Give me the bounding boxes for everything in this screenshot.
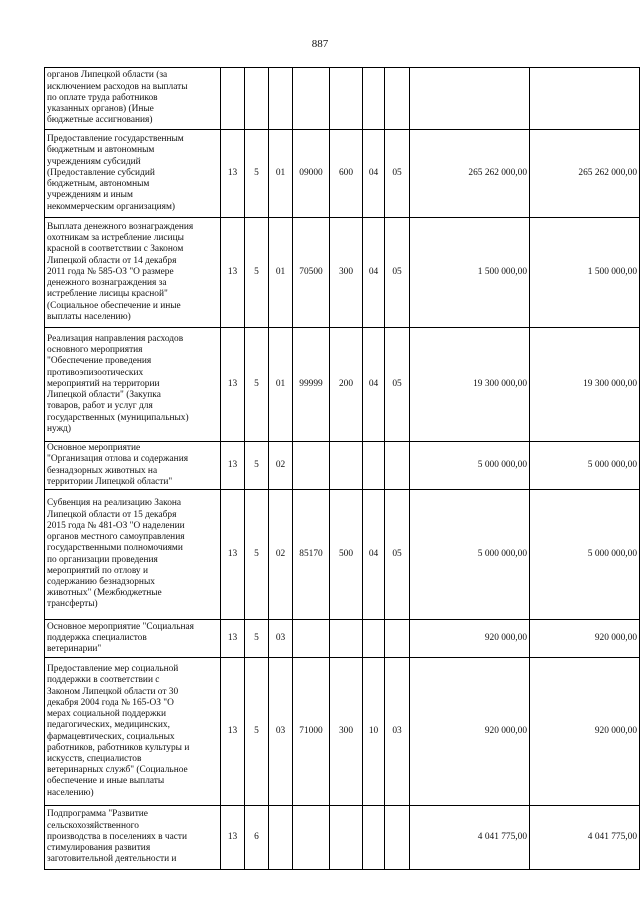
code-subsection — [385, 68, 410, 130]
row-name: Предоставление государственным бюджетным и автономным учреждениям субсидий (Предоставление субсидий бюджетным, автономным учреждениям и иным некоммерческим организациям) — [45, 130, 221, 218]
code-direction: 71000 — [293, 658, 330, 806]
amount-total: 5 000 000,00 — [530, 442, 640, 490]
code-expense-type: 300 — [330, 658, 363, 806]
code-event: 03 — [269, 658, 293, 806]
code-subsection — [385, 806, 410, 870]
amount-plan: 5 000 000,00 — [410, 442, 530, 490]
code-event — [269, 68, 293, 130]
row-name: Выплата денежного вознаграждения охотникам за истребление лисицы красной в соответствии с Законом Липецкой области от 14 декабря 2011 года № 585-ОЗ "О размере денежного вознаграждения за истребление лисицы красной" (Социальное обеспечение и иные выплаты населению) — [45, 218, 221, 328]
code-gov: 13 — [221, 130, 245, 218]
code-gov: 13 — [221, 658, 245, 806]
code-subsection: 05 — [385, 218, 410, 328]
code-section — [363, 806, 385, 870]
table-row — [45, 658, 640, 806]
code-expense-type: 500 — [330, 490, 363, 620]
amount-total: 1 500 000,00 — [530, 218, 640, 328]
code-section — [363, 68, 385, 130]
code-direction: 99999 — [293, 328, 330, 442]
code-subsection: 05 — [385, 130, 410, 218]
code-program: 5 — [245, 130, 269, 218]
amount-plan: 5 000 000,00 — [410, 490, 530, 620]
row-name: Субвенция на реализацию Закона Липецкой области от 15 декабря 2015 года № 481-ОЗ "О наделении органов местного самоуправления государственными полномочиями по организации проведения мероприятий по отлову и содержанию безнадзорных животных" (Межбюджетные трансферты) — [45, 490, 221, 620]
code-direction: 85170 — [293, 490, 330, 620]
code-subsection: 05 — [385, 328, 410, 442]
code-direction — [293, 68, 330, 130]
code-gov: 13 — [221, 328, 245, 442]
row-name: Реализация направления расходов основного мероприятия "Обеспечение проведения противоэпизоотических мероприятий на территории Липецкой области" (Закупка товаров, работ и услуг для государственных (муниципальных) нужд) — [45, 328, 221, 442]
code-expense-type: 200 — [330, 328, 363, 442]
table-row — [45, 442, 640, 490]
amount-total: 265 262 000,00 — [530, 130, 640, 218]
amount-plan: 1 500 000,00 — [410, 218, 530, 328]
amount-total: 19 300 000,00 — [530, 328, 640, 442]
amount-plan: 920 000,00 — [410, 658, 530, 806]
code-direction: 09000 — [293, 130, 330, 218]
code-event: 03 — [269, 620, 293, 658]
amount-plan: 4 041 775,00 — [410, 806, 530, 870]
amount-total — [530, 68, 640, 130]
code-subsection — [385, 442, 410, 490]
code-section: 04 — [363, 218, 385, 328]
table-row — [45, 130, 640, 218]
amount-plan: 920 000,00 — [410, 620, 530, 658]
code-section: 10 — [363, 658, 385, 806]
code-subsection: 05 — [385, 490, 410, 620]
code-program: 5 — [245, 490, 269, 620]
code-program: 5 — [245, 218, 269, 328]
code-event — [269, 806, 293, 870]
code-event: 02 — [269, 490, 293, 620]
code-expense-type — [330, 68, 363, 130]
row-name: Предоставление мер социальной поддержки в соответствии с Законом Липецкой области от 30 декабря 2004 года № 165-ОЗ "О мерах социальной поддержки педагогических, медицинских, фармацевтических, социальных работников, работников культуры и искусств, специалистов ветеринарных служб" (Социальное обеспечение и иные выплаты населению) — [45, 658, 221, 806]
code-expense-type — [330, 620, 363, 658]
code-event: 02 — [269, 442, 293, 490]
table-row — [45, 218, 640, 328]
code-gov: 13 — [221, 490, 245, 620]
table-row — [45, 68, 640, 130]
code-expense-type — [330, 442, 363, 490]
table-row — [45, 328, 640, 442]
code-section — [363, 442, 385, 490]
row-name: органов Липецкой области (за исключением расходов на выплаты по оплате труда работников указанных органов) (Иные бюджетные ассигнования) — [45, 68, 221, 130]
page-number: 887 — [311, 38, 329, 50]
amount-plan — [410, 68, 530, 130]
code-program: 5 — [245, 620, 269, 658]
code-direction — [293, 620, 330, 658]
amount-total: 5 000 000,00 — [530, 490, 640, 620]
code-program — [245, 68, 269, 130]
code-direction — [293, 442, 330, 490]
row-name: Подпрограмма "Развитие сельскохозяйственного производства в поселениях в части стимулирования развития заготовительной деятельности и — [45, 806, 221, 870]
code-program: 5 — [245, 442, 269, 490]
code-gov — [221, 68, 245, 130]
table-row — [45, 806, 640, 870]
code-direction: 70500 — [293, 218, 330, 328]
code-gov: 13 — [221, 442, 245, 490]
code-section: 04 — [363, 328, 385, 442]
code-section — [363, 620, 385, 658]
amount-plan: 265 262 000,00 — [410, 130, 530, 218]
amount-total: 920 000,00 — [530, 620, 640, 658]
code-gov: 13 — [221, 806, 245, 870]
code-program: 5 — [245, 658, 269, 806]
budget-table — [44, 67, 640, 870]
code-program: 5 — [245, 328, 269, 442]
code-event: 01 — [269, 328, 293, 442]
code-gov: 13 — [221, 620, 245, 658]
code-expense-type — [330, 806, 363, 870]
code-event: 01 — [269, 130, 293, 218]
code-section: 04 — [363, 130, 385, 218]
row-name: Основное мероприятие "Организация отлова и содержания безнадзорных животных на территории Липецкой области" — [45, 442, 221, 490]
code-expense-type: 600 — [330, 130, 363, 218]
amount-total: 4 041 775,00 — [530, 806, 640, 870]
code-gov: 13 — [221, 218, 245, 328]
code-expense-type: 300 — [330, 218, 363, 328]
code-event: 01 — [269, 218, 293, 328]
row-name: Основное мероприятие "Социальная поддержка специалистов ветеринарии" — [45, 620, 221, 658]
code-section: 04 — [363, 490, 385, 620]
code-subsection: 03 — [385, 658, 410, 806]
code-program: 6 — [245, 806, 269, 870]
amount-total: 920 000,00 — [530, 658, 640, 806]
code-direction — [293, 806, 330, 870]
table-row — [45, 490, 640, 620]
amount-plan: 19 300 000,00 — [410, 328, 530, 442]
table-row — [45, 620, 640, 658]
code-subsection — [385, 620, 410, 658]
